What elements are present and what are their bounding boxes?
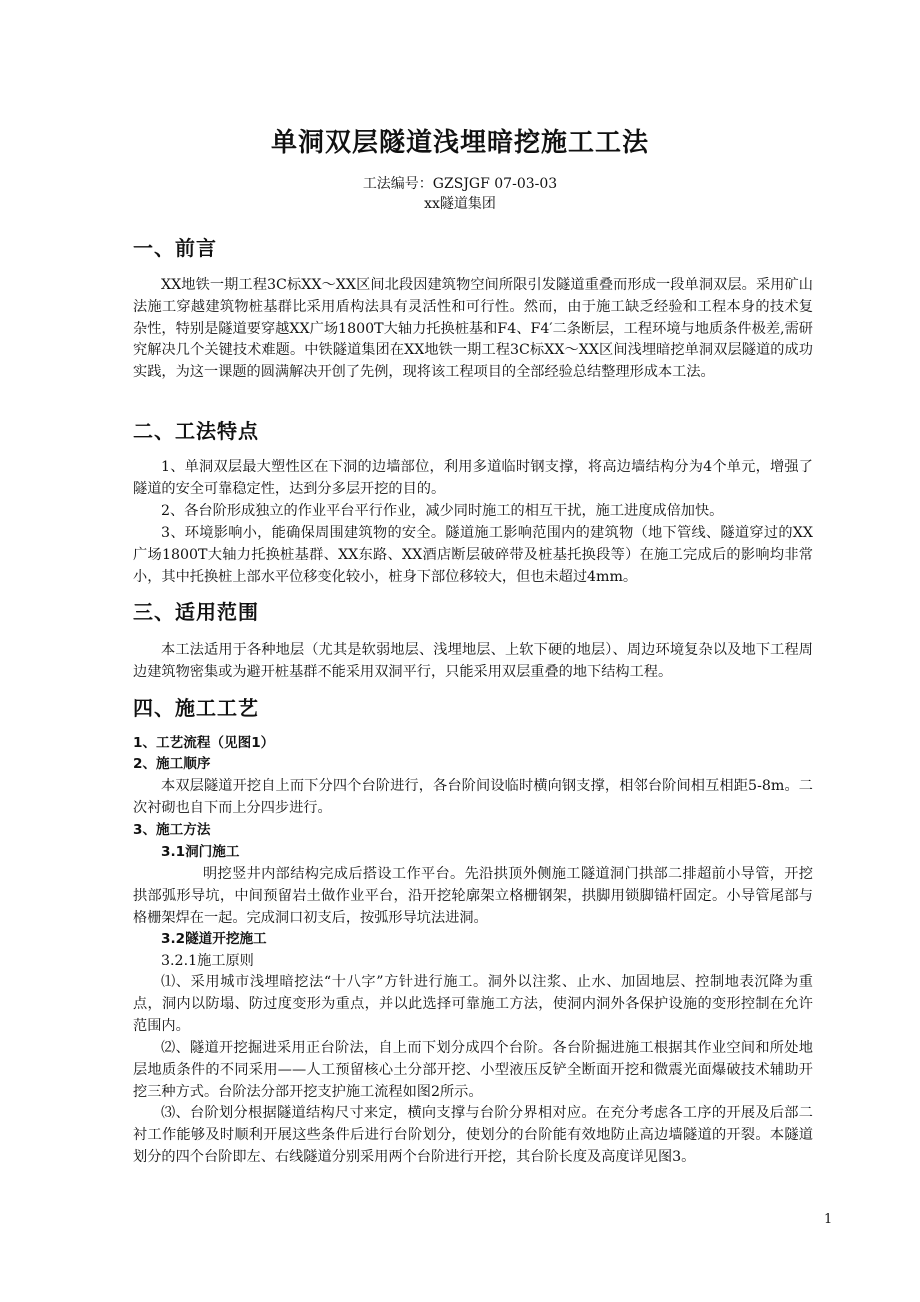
principle-item-2: ⑵、隧道开挖掘进采用正台阶法，自上而下划分成四个台阶。各台阶掘进施工根据其作业空间和所处地层地质条件的不同采用——人工预留核心土分部开挖、小型液压反铲全断面开挖和微震光面爆破技术辅助开挖三种方式。台阶法分部开挖支护施工流程如图2所示。 [133, 1040, 813, 1100]
feature-item-2: 2、各台阶形成独立的作业平台平行作业，减少同时施工的相互干扰，施工进度成倍加快。 [161, 503, 724, 519]
construction-principle-title: 3.2.1施工原则 [161, 953, 254, 969]
tunnel-excavation-title: 3.2隧道开挖施工 [161, 931, 267, 947]
feature-item-1: 1、单洞双层最大塑性区在下洞的边墙部位，利用多道临时钢支撑，将高边墙结构分为4个单元，增强了隧道的安全可靠稳定性，达到分多层开挖的目的。 [133, 459, 813, 497]
principle-item-3: ⑶、台阶划分根据隧道结构尺寸来定，横向支撑与台阶分界相对应。在充分考虑各工序的开展及后部二衬工作能够及时顺利开展这些条件后进行台阶划分，使划分的台阶能有效地防止高边墙隧道的开裂。本隧道划分的四个台阶即左、右线隧道分别采用两个台阶进行开挖，其台阶长度及高度详见图3。 [133, 1105, 813, 1165]
portal-construction-text: 明挖竖井内部结构完成后搭设工作平台。先沿拱顶外侧施工隧道洞门拱部二排超前小导管，开挖拱部弧形导坑，中间预留岩土做作业平台，沿开挖轮廓架立格栅钢架，拱脚用锁脚锚杆固定。小导管尾部与格栅架焊在一起。完成洞口初支后，按弧形导坑法进洞。 [133, 866, 813, 926]
principle-item-1: ⑴、采用城市浅埋暗挖法“十八字”方针进行施工。洞外以注浆、止水、加固地层、控制地表沉降为重点，洞内以防塌、防过度变形为重点，并以此选择可靠施工方法，使洞内洞外各保护设施的变形控制在允许范围内。 [133, 974, 813, 1034]
document-title: 单洞双层隧道浅埋暗挖施工工法 [270, 128, 649, 158]
page-number: 1 [824, 1212, 833, 1227]
section-heading-scope: 三、适用范围 [133, 600, 259, 624]
organization: xx隧道集团 [424, 196, 496, 212]
scope-paragraph: 本工法适用于各种地层（尤其是软弱地层、浅埋地层、上软下硬的地层）、周边环境复杂以及地下工程周边建筑物密集或为避开桩基群不能采用双洞平行，只能采用双层重叠的地下结构工程。 [133, 642, 813, 680]
foreword-paragraph: XX地铁一期工程3C标XX～XX区间北段因建筑物空间所限引发隧道重叠而形成一段单洞双层。采用矿山法施工穿越建筑物桩基群比采用盾构法具有灵活性和可行性。然而，由于施工缺乏经验和工程本身的技术复杂性，特别是隧道要穿越XX广场1800T大轴力托换桩基和F4、F4′二条断层，工程环境与地质条件极差,需研究解决几个关键技术难题。中铁隧道集团在XX地铁一期工程3C标XX～XX区间浅埋暗挖单洞双层隧道的成功实践，为这一课题的圆满解决开创了先例，现将该工程项目的全部经验总结整理形成本工法。 [133, 277, 813, 381]
construction-order-text: 本双层隧道开挖自上而下分四个台阶进行，各台阶间设临时横向钢支撑，相邻台阶间相互相距5-8m。二次衬砌也自下而上分四步进行。 [133, 778, 813, 816]
section-heading-foreword: 一、前言 [133, 236, 217, 260]
section-heading-process: 四、施工工艺 [133, 696, 259, 720]
construction-method-title: 3、施工方法 [133, 822, 211, 838]
portal-construction-title: 3.1洞门施工 [161, 844, 240, 860]
section-heading-features: 二、工法特点 [133, 419, 259, 443]
feature-item-3: 3、环境影响小，能确保周围建筑物的安全。隧道施工影响范围内的建筑物（地下管线、隧道穿过的XX广场1800T大轴力托换桩基群、XX东路、XX酒店断层破碎带及桩基托换段等）在施工完成后的影响均非常小，其中托换桩上部水平位移变化较小，桩身下部位移较大，但也未超过4mm。 [133, 525, 813, 585]
process-flow-title: 1、工艺流程（见图1） [133, 735, 275, 751]
construction-order-title: 2、施工顺序 [133, 756, 211, 772]
method-code: 工法编号：GZSJGF 07-03-03 [362, 176, 558, 192]
